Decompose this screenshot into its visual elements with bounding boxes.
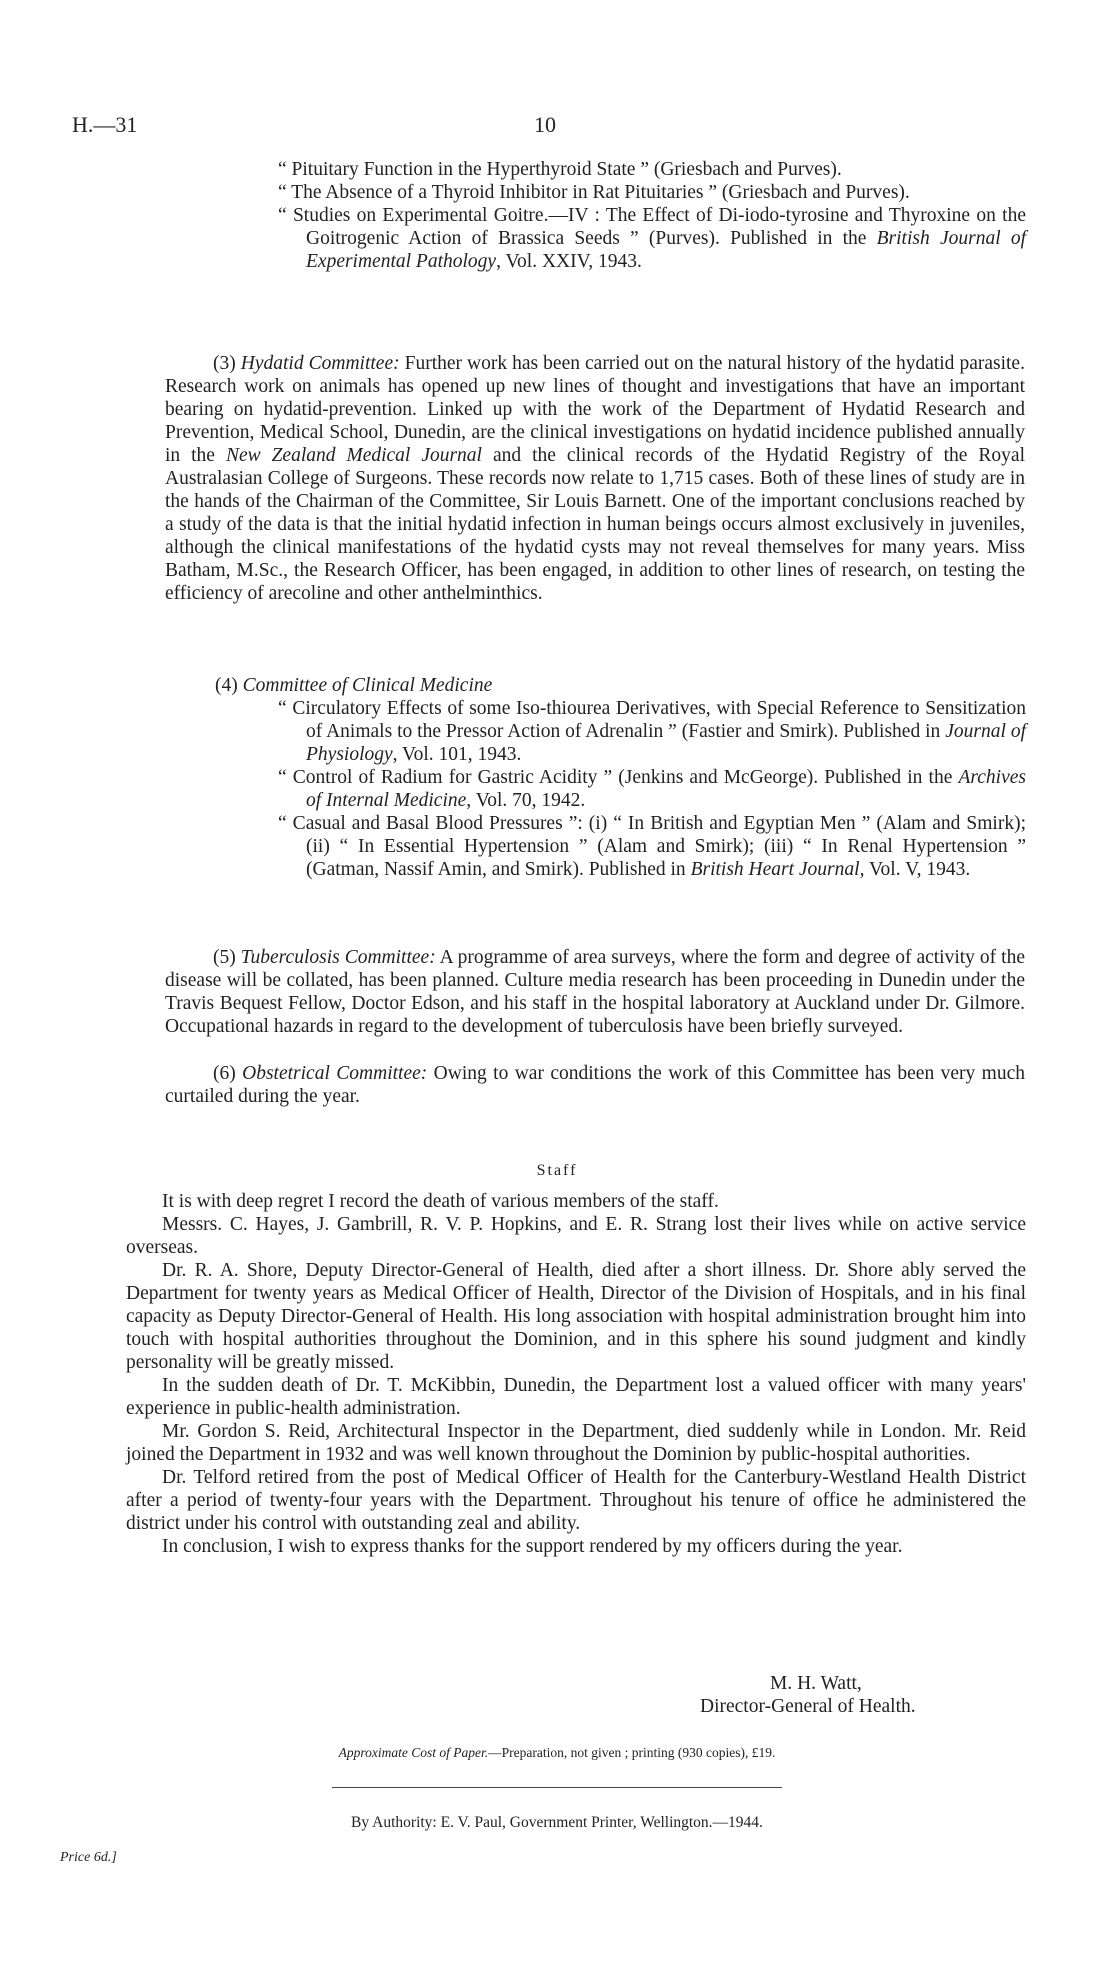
staff-heading: Staff — [536, 1162, 578, 1179]
publication-ref: “ Control of Radium for Gastric Acidity ” (Jenkins and McGeorge). Published in the Archives of Internal Medicine, Vol. 70, 1942. — [278, 767, 1026, 811]
hydatid-paragraph: (3) Hydatid Committee: Further work has been carried out on the natural history of the hydatid parasite. Research work on animals has opened up new lines of thought and investigations that have an important bearing on hydatid-prevention. Linked up with the work of the Department of Hydatid Research and Prevention, Medical School, Dunedin, are the clinical investigations on hydatid incidence published annually in the New Zealand Medical Journal and the clinical records of the Hydatid Registry of the Royal Australasian College of Surgeons. These records now relate to 1,715 cases. Both of these lines of study are in the hands of the Chairman of the Committee, Sir Louis Barnett. One of the important conclusions reached by a study of the data is that the initial hydatid infection in human beings occurs almost exclusively in juveniles, although the clinical manifestations of the hydatid cysts may not reveal themselves for many years. Miss Batham, M.Sc., the Research Officer, has been engaged, in addition to other lines of research, on testing the efficiency of arecoline and other anthelminthics. — [165, 353, 1025, 604]
section-title: Hydatid Committee: — [240, 353, 400, 374]
staff-paragraph: Mr. Gordon S. Reid, Architectural Inspector in the Department, died suddenly while in London. Mr. Reid joined the Department in 1932 and was well known throughout the Dominion by public-hospital authorities. — [126, 1421, 1026, 1465]
page-number: 10 — [534, 112, 556, 137]
journal-name: Archives of Internal Medicine — [306, 767, 1026, 811]
clinical-heading: (4) Committee of Clinical Medicine — [215, 675, 493, 696]
section-title: Obstetrical Committee: — [242, 1063, 428, 1084]
tuberculosis-section: (5) Tuberculosis Committee: A programme of area surveys, where the form and degree of activity of the disease will be collated, has been planned. Culture media research has been proceeding in Dunedin under the Travis Bequest Fellow, Doctor Edson, and his staff in the hospital laboratory at Auckland under Dr. Gilmore. Occupational hazards in regard to the development of tuberculosis have been briefly surveyed. — [165, 947, 1025, 1037]
signatory-title: Director-General of Health. — [700, 1696, 916, 1717]
staff-section — [126, 1190, 1026, 1558]
staff-paragraph: It is with deep regret I record the death of various members of the staff. — [162, 1191, 719, 1212]
publication-ref: “ The Absence of a Thyroid Inhibitor in Rat Pituitaries ” (Griesbach and Purves). — [278, 182, 910, 203]
staff-paragraph: Messrs. C. Hayes, J. Gambrill, R. V. P. Hopkins, and E. R. Strang lost their lives while on active service overseas. — [126, 1214, 1026, 1258]
publication-ref: “ Pituitary Function in the Hyperthyroid State ” (Griesbach and Purves). — [278, 159, 842, 180]
section-title: Tuberculosis Committee: — [240, 947, 436, 968]
divider — [332, 1787, 782, 1788]
publication-list-top — [278, 158, 1026, 273]
staff-paragraph: In the sudden death of Dr. T. McKibbin, Dunedin, the Department lost a valued officer with many years' experience in public-health administration. — [126, 1375, 1026, 1419]
page-reference: H.—31 — [72, 112, 138, 137]
signatory-name: M. H. Watt, — [770, 1673, 862, 1694]
staff-paragraph: Dr. Telford retired from the post of Medical Officer of Health for the Canterbury-Westland Health District after a period of twenty-four years with the Department. Throughout his tenure of office he administered the district under his control with outstanding zeal and ability. — [126, 1467, 1026, 1534]
staff-paragraph: In conclusion, I wish to express thanks for the support rendered by my officers during the year. — [162, 1536, 903, 1557]
price-note: Price 6d.] — [60, 1850, 117, 1865]
publication-ref: “ Circulatory Effects of some Iso-thiourea Derivatives, with Special Reference to Sensitization of Animals to the Pressor Action of Adrenalin ” (Fastier and Smirk). Published in Journal of Physiology, Vol. 101, 1943. — [278, 698, 1026, 765]
publication-ref: “ Casual and Basal Blood Pressures ”: (i) “ In British and Egyptian Men ” (Alam and Smirk); (ii) “ In Essential Hypertension ” (Alam and Smirk); (iii) “ In Renal Hypertension ” (Gatman, Nassif Amin, and Smirk). Published in British Heart Journal, Vol. V, 1943. — [278, 813, 1026, 880]
signature-block — [700, 1672, 1020, 1718]
cost-note: Approximate Cost of Paper.—Preparation, not given ; printing (930 copies), £19. — [338, 1745, 776, 1760]
hydatid-section — [165, 352, 1025, 605]
obstetrical-section: (6) Obstetrical Committee: Owing to war conditions the work of this Committee has been very much curtailed during the year. — [165, 1063, 1025, 1107]
publication-list-clinical — [278, 697, 1026, 881]
journal-name: Journal of Physiology — [306, 721, 1026, 765]
journal-name: British Heart Journal — [690, 859, 860, 880]
journal-name: British Journal of Experimental Pathology — [306, 228, 1026, 272]
section-title: Committee of Clinical Medicine — [242, 675, 493, 696]
publication-ref: “ Studies on Experimental Goitre.—IV : The Effect of Di-iodo-tyrosine and Thyroxine on the Goitrogenic Action of Brassica Seeds ” (Purves). Published in the British Journal of Experimental Pathology, Vol. XXIV, 1943. — [278, 205, 1026, 272]
journal-name: New Zealand Medical Journal — [225, 445, 482, 466]
staff-paragraph: Dr. R. A. Shore, Deputy Director-General of Health, died after a short illness. Dr. Shore ably served the Department for twenty years as Medical Officer of Health, Director of the Division of Hospitals, and in his final capacity as Deputy Director-General of Health. His long association with hospital administration brought him into touch with hospital authorities throughout the Dominion, and in this sphere his sound judgment and kindly personality will be greatly missed. — [126, 1260, 1026, 1373]
authority-line: By Authority: E. V. Paul, Government Printer, Wellington.—1944. — [351, 1814, 763, 1831]
